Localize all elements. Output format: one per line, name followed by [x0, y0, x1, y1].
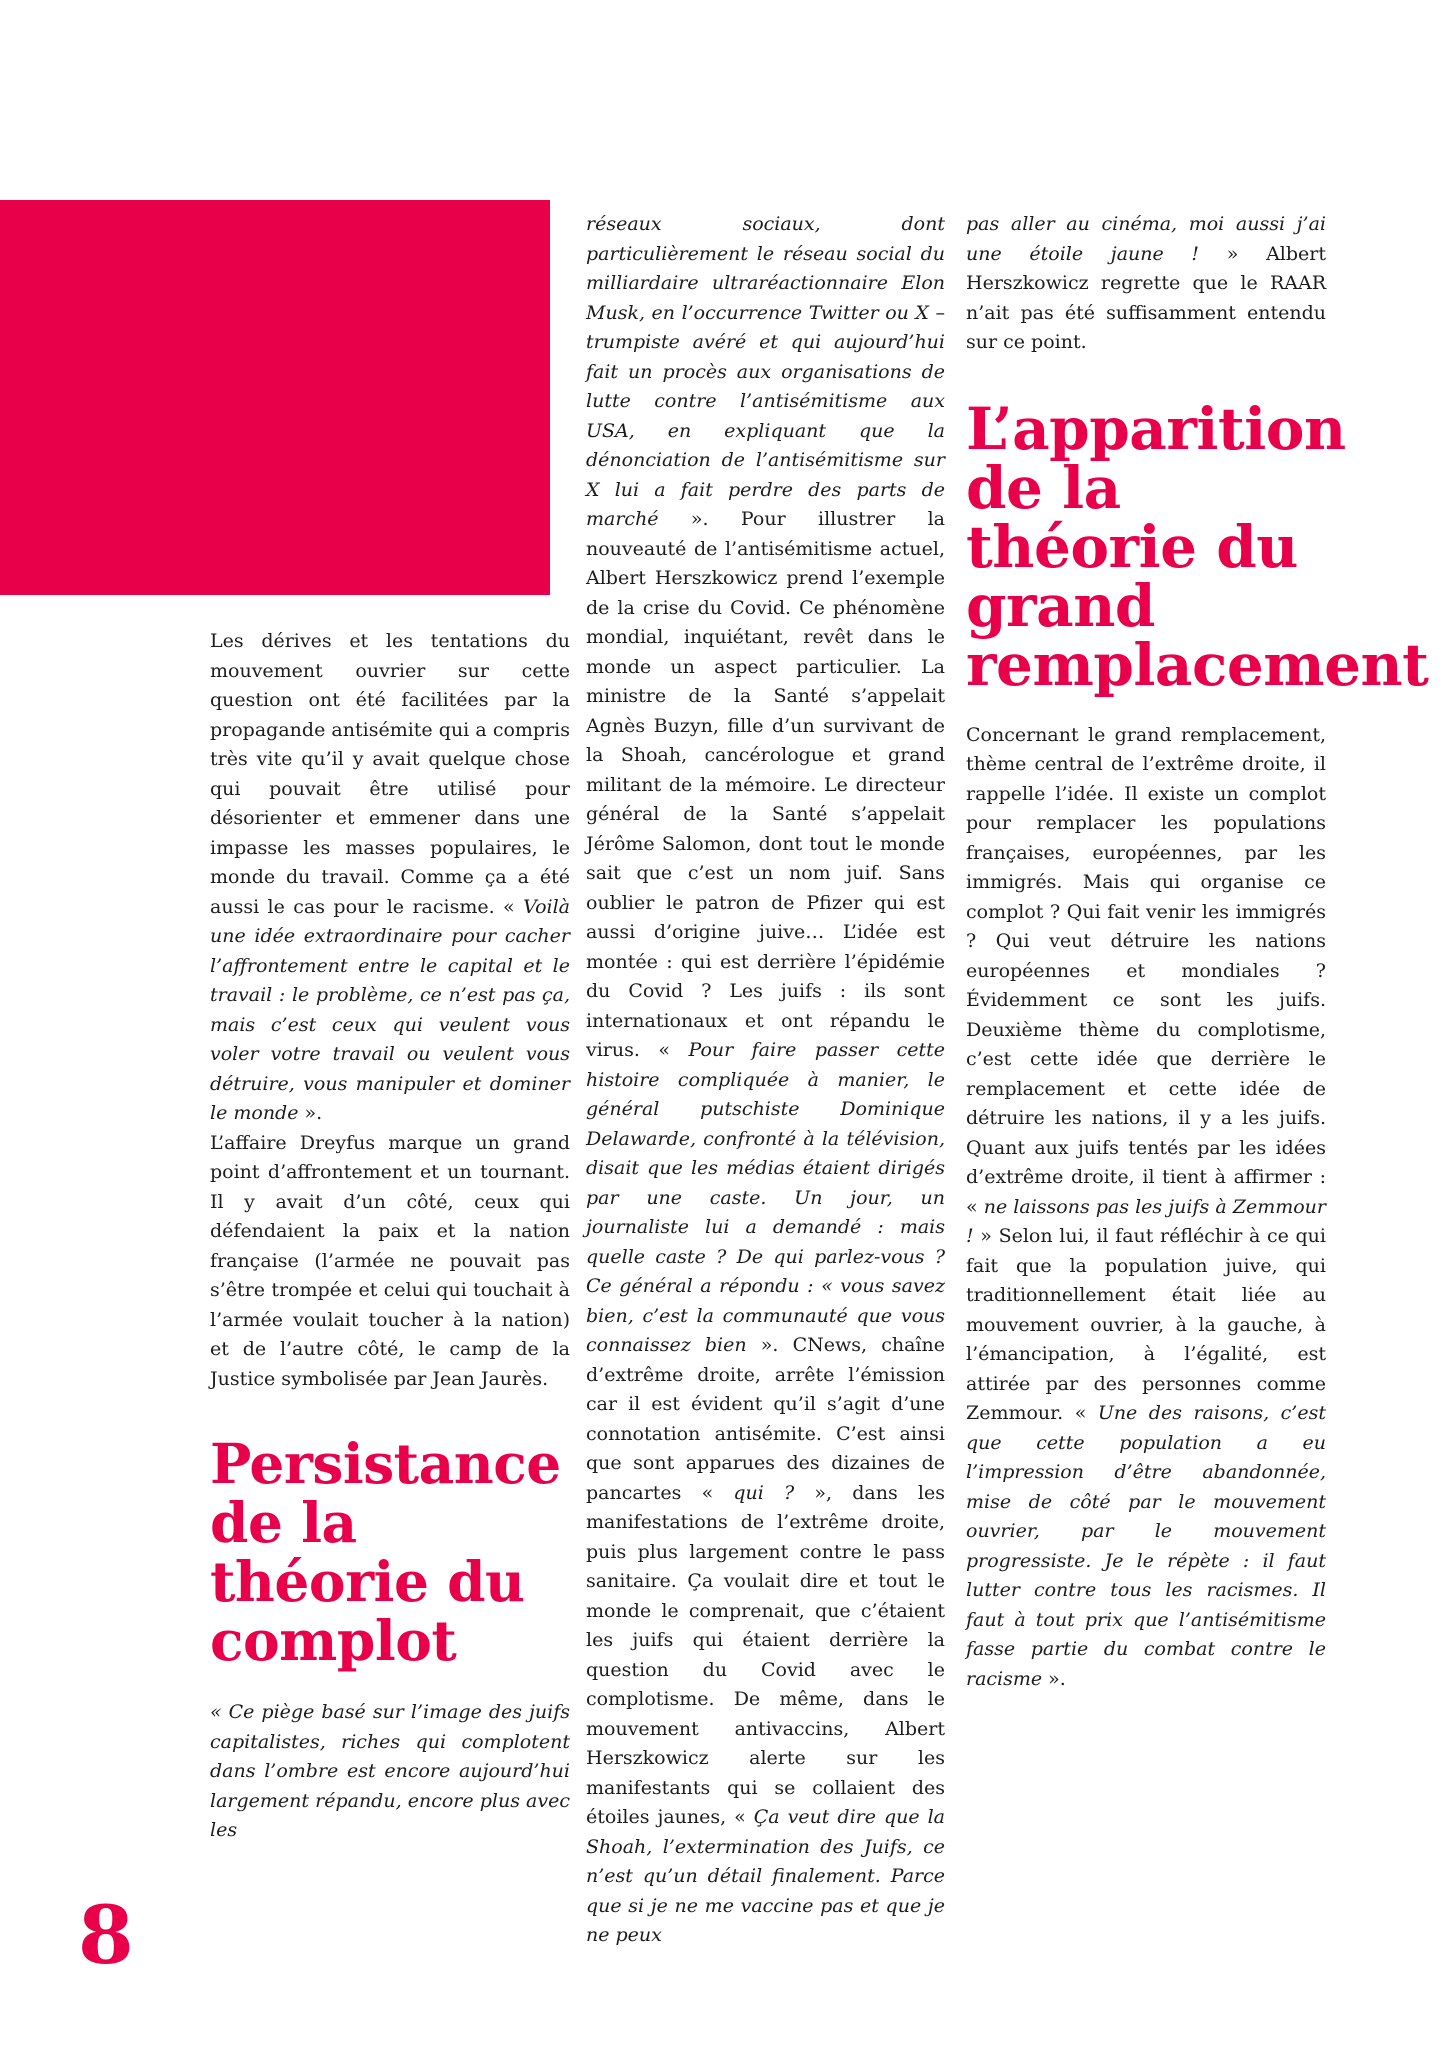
quote: ne laissons pas les juifs à Zemmour ! [966, 1195, 1326, 1247]
quote: Pour faire passer cette histoire compliquée à manier, le général putschiste Dominique Delawarde, confronté à la télévision, disait que les médias étaient dirigés par une caste. Un jour, un journaliste lui a demandé : mais quelle caste ? De qui parlez-vous ? Ce général a répondu : « vous savez bien, c’est la communauté que vous connaissez bien [586, 1039, 946, 1356]
quote: Ça veut dire que la Shoah, l’extermination des Juifs, ce n’est qu’un détail finalement. Parce que si je ne me vaccine pas et que je ne peux [586, 1806, 945, 1946]
column-2 [586, 210, 945, 1951]
column-1 [210, 627, 570, 1846]
quote: « Ce piège basé sur l’image des juifs capitalistes, riches qui complotent dans l’ombre est encore aujourd’hui largement répandu, encore plus avec les [210, 1701, 570, 1841]
paragraph [210, 1698, 570, 1846]
paragraph: L’affaire Dreyfus marque un grand point d’affrontement et un tournant. Il y avait d’un côté, ceux qui défendaient la paix et la nation française (l’armée ne pouvait pas s’être trompée et celui qui touchait à l’armée voulait toucher à la nation) et de l’autre côté, le camp de la Justice symbolisée par Jean Jaurès. [210, 1131, 570, 1390]
quote: Voilà une idée extraordinaire pour cacher l’affrontement entre le capital et le travail : le problème, ce n’est pas ça, mais c’est ceux qui veulent vous voler votre travail ou veulent vous détruire, vous manipuler et dominer le monde [210, 895, 570, 1124]
quote: pas aller au cinéma, moi aussi j’ai une étoile jaune ! [966, 213, 1326, 265]
decorative-red-block [0, 200, 550, 595]
section-heading-persistance: Persistance de la théorie du complot [210, 1431, 561, 1673]
column-3 [966, 210, 1429, 1694]
paragraph: pas aller au cinéma, moi aussi j’ai une étoile jaune ! » Albert Herszkowicz regrette que le RAAR n’ait pas été suffisamment entendu sur ce point. [966, 213, 1326, 353]
quote: qui ? [733, 1481, 795, 1504]
quote: réseaux sociaux, dont particulièrement le réseau social du milliardaire ultraréactionnaire Elon Musk, en l’occurrence Twitter ou X – trumpiste avéré et qui aujourd’hui fait un procès aux organisations de lutte contre l’antisémitisme aux USA, en expliquant que la dénonciation de l’antisémitisme sur X lui a fait perdre des parts de marché [586, 213, 945, 530]
section-heading-apparition: L’apparition de la théorie du grand remplacement [966, 394, 1429, 699]
paragraph: Concernant le grand remplacement, thème central de l’extrême droite, il rappelle l’idée. Il existe un complot pour remplacer les populations françaises, européennes, par les immigrés. Mais qui organise ce complot ? Qui fait venir les immigrés ? Qui veut détruire les nations européennes et mondiales ? Évidemment ce sont les juifs. Deuxième thème du complotisme, c’est cette idée que derrière le remplacement et cette idée de détruire les nations, il y a les juifs. Quant aux juifs tentés par les idées d’extrême droite, il tient à affirmer : « ne laissons pas les juifs à Zemmour ! » Selon lui, il faut réfléchir à ce qui fait que la population juive, qui traditionnellement était liée au mouvement ouvrier, à la gauche, à l’émancipation, à l’égalité, est attirée par des personnes comme Zemmour. « Une des raisons, c’est que cette population a eu l’impression d’être abandonnée, mise de côté par le mouvement ouvrier, par le mouvement progressiste. Je le répète : il faut lutter contre tous les racismes. Il faut à tout prix que l’antisémitisme fasse partie du combat contre le racisme ». [966, 723, 1326, 1690]
quote: Une des raisons, c’est que cette population a eu l’impression d’être abandonnée, mise de côté par le mouvement ouvrier, par le mouvement progressiste. Je le répète : il faut lutter contre tous les racismes. Il faut à tout prix que l’antisémitisme fasse partie du combat contre le racisme [966, 1402, 1326, 1690]
page-number: 8 [78, 1888, 134, 1982]
paragraph: Les dérives et les tentations du mouvement ouvrier sur cette question ont été facilitées par la propagande antisémite qui a compris très vite qu’il y avait quelque chose qui pouvait être utilisé pour désorienter et emmener dans une impasse les masses populaires, le monde du travail. Comme ça a été aussi le cas pour le racisme. « Voilà une idée extraordinaire pour cacher l’affrontement entre le capital et le travail : le problème, ce n’est pas ça, mais c’est ceux qui veulent vous voler votre travail ou veulent vous détruire, vous manipuler et dominer le monde ». [210, 630, 570, 1124]
paragraph: réseaux sociaux, dont particulièrement le réseau social du milliardaire ultraréactionnaire Elon Musk, en l’occurrence Twitter ou X – trumpiste avéré et qui aujourd’hui fait un procès aux organisations de lutte contre l’antisémitisme aux USA, en expliquant que la dénonciation de l’antisémitisme sur X lui a fait perdre des parts de marché ». Pour illustrer la nouveauté de l’antisémitisme actuel, Albert Herszkowicz prend l’exemple de la crise du Covid. Ce phénomène mondial, inquiétant, revêt dans le monde un aspect particulier. La ministre de la Santé s’appelait Agnès Buzyn, fille d’un survivant de la Shoah, cancérologue et grand militant de la mémoire. Le directeur général de la Santé s’appelait Jérôme Salomon, dont tout le monde sait que c’est un nom juif. Sans oublier le patron de Pfizer qui est aussi d’origine juive… L’idée est montée : qui est derrière l’épidémie du Covid ? Les juifs : ils sont internationaux et ont répandu le virus. « Pour faire passer cette histoire compliquée à manier, le général putschiste Dominique Delawarde, confronté à la télévision, disait que les médias étaient dirigés par une caste. Un jour, un journaliste lui a demandé : mais quelle caste ? De qui parlez-vous ? Ce général a répondu : « vous savez bien, c’est la communauté que vous connaissez bien ». CNews, chaîne d’extrême droite, arrête l’émission car il est évident qu’il s’agit d’une connotation antisémite. C’est ainsi que sont apparues des dizaines de pancartes « qui ? », dans les manifestations de l’extrême droite, puis plus largement contre le pass sanitaire. Ça voulait dire et tout le monde le comprenait, que c’étaient les juifs qui étaient derrière la question du Covid avec le complotisme. De même, dans le mouvement antivaccins, Albert Herszkowicz alerte sur les manifestants qui se collaient des étoiles jaunes, « Ça veut dire que la Shoah, l’extermination des Juifs, ce n’est qu’un détail finalement. Parce que si je ne me vaccine pas et que je ne peux [586, 213, 946, 1946]
